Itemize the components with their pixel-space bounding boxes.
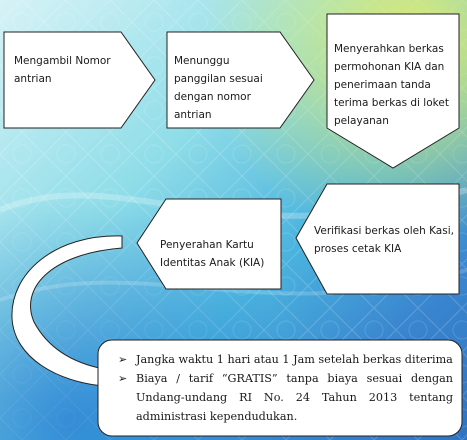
step-1-label: Mengambil Nomor antrian xyxy=(14,55,111,85)
notes-item-fee xyxy=(118,369,453,426)
arrow-bullet-icon: ➢ xyxy=(118,372,128,385)
notes-item-duration xyxy=(118,350,453,369)
notes-list xyxy=(118,350,453,426)
step-2-label: Menunggu panggilan sesuai dengan nomor antrian xyxy=(174,55,263,121)
arrow-bullet-icon: ➢ xyxy=(118,353,128,366)
step-5-label: Penyerahan Kartu Identitas Anak (KIA) xyxy=(160,239,265,269)
notes-item-text: Biaya / tarif “GRATIS” tanpa biaya sesuai dengan Undang-undang RI No. 24 Tahun 2013 tentang administrasi kependudukan. xyxy=(136,372,453,423)
step-4-label: Verifikasi berkas oleh Kasi, proses cetak KIA xyxy=(314,225,454,255)
step-3-label: Menyerahkan berkas permohonan KIA dan penerimaan tanda terima berkas di loket pelayanan xyxy=(334,43,449,127)
notes-item-text: Jangka waktu 1 hari atau 1 Jam setelah berkas diterima xyxy=(136,353,453,366)
